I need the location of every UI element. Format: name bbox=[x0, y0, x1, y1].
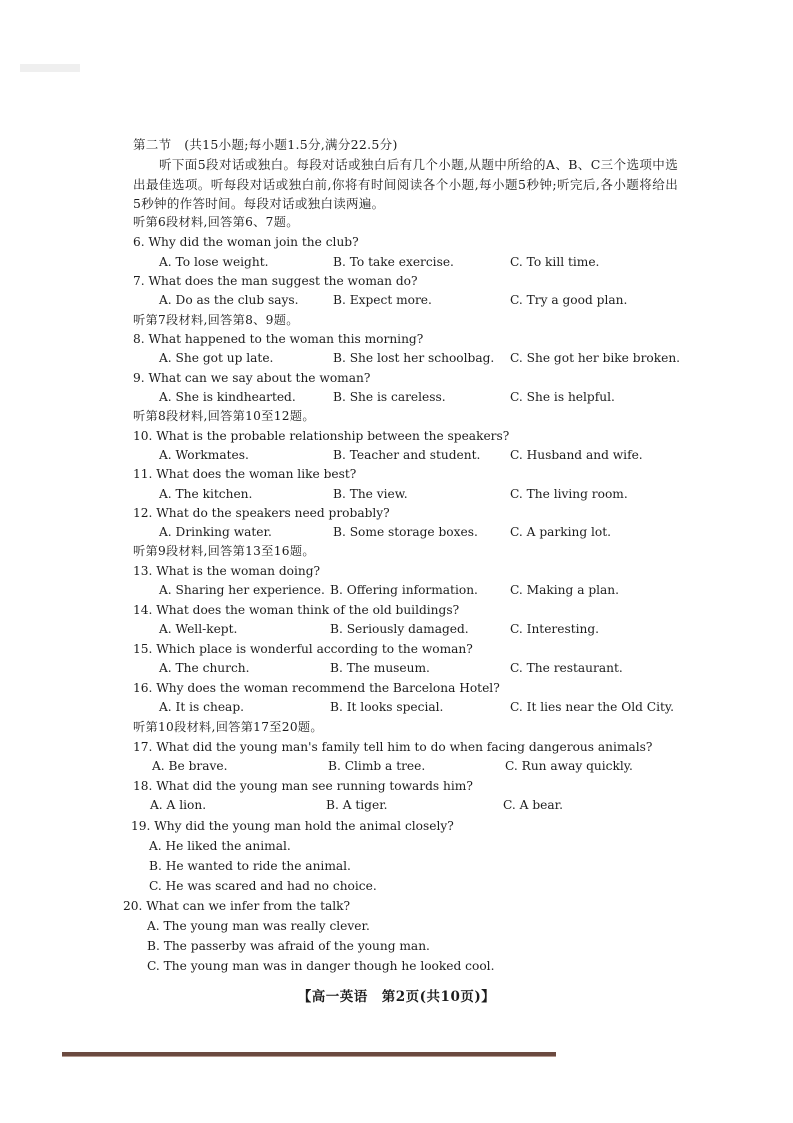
question-17: 17. What did the young man's family tell him to do when facing dangerous animals? bbox=[133, 740, 653, 754]
option-11a: A. The kitchen. bbox=[159, 487, 253, 501]
option-8c: C. She got her bike broken. bbox=[510, 351, 681, 365]
question-6: 6. Why did the woman join the club? bbox=[133, 235, 359, 249]
option-20b: B. The passerby was afraid of the young man. bbox=[147, 939, 430, 953]
question-10: 10. What is the probable relationship between the speakers? bbox=[133, 429, 510, 443]
scan-edge-shadow bbox=[62, 1056, 556, 1057]
question-20: 20. What can we infer from the talk? bbox=[123, 899, 351, 913]
option-16c: C. It lies near the Old City. bbox=[510, 700, 675, 714]
option-13b: B. Offering information. bbox=[330, 583, 478, 597]
option-11b: B. The view. bbox=[333, 487, 408, 501]
question-7: 7. What does the man suggest the woman do? bbox=[133, 274, 418, 288]
section-title: 第二节 (共15小题;每小题1.5分,满分22.5分) bbox=[133, 137, 398, 152]
option-15c: C. The restaurant. bbox=[510, 661, 623, 675]
option-20c: C. The young man was in danger though he looked cool. bbox=[147, 959, 495, 973]
option-10b: B. Teacher and student. bbox=[333, 448, 481, 462]
option-15a: A. The church. bbox=[159, 661, 250, 675]
option-20a: A. The young man was really clever. bbox=[147, 919, 370, 933]
question-16: 16. Why does the woman recommend the Barcelona Hotel? bbox=[133, 681, 500, 695]
option-18c: C. A bear. bbox=[503, 798, 563, 812]
option-15b: B. The museum. bbox=[330, 661, 430, 675]
option-14c: C. Interesting. bbox=[510, 622, 600, 636]
option-6a: A. To lose weight. bbox=[159, 255, 269, 269]
option-19b: B. He wanted to ride the animal. bbox=[149, 859, 351, 873]
option-10c: C. Husband and wife. bbox=[510, 448, 643, 462]
question-9: 9. What can we say about the woman? bbox=[133, 371, 371, 385]
group-heading-10: 听第10段材料,回答第17至20题。 bbox=[133, 720, 323, 734]
option-14a: A. Well-kept. bbox=[159, 622, 238, 636]
option-17c: C. Run away quickly. bbox=[505, 759, 633, 773]
option-18a: A. A lion. bbox=[150, 798, 207, 812]
question-8: 8. What happened to the woman this morning? bbox=[133, 332, 424, 346]
option-7c: C. Try a good plan. bbox=[510, 293, 628, 307]
section-instructions: 听下面5段对话或独白。每段对话或独白后有几个小题,从题中所给的A、B、C三个选项中选出最佳选项。听每段对话或独白前,你将有时间阅读各个小题,每小题5秒钟;听完后,各小题将给出5秒钟的作答时间。每段对话或独白读两遍。 bbox=[133, 157, 678, 211]
group-heading-7: 听第7段材料,回答第8、9题。 bbox=[133, 313, 299, 327]
option-17b: B. Climb a tree. bbox=[328, 759, 426, 773]
option-17a: A. Be brave. bbox=[152, 759, 228, 773]
option-8b: B. She lost her schoolbag. bbox=[333, 351, 495, 365]
option-9a: A. She is kindhearted. bbox=[159, 390, 296, 404]
question-13: 13. What is the woman doing? bbox=[133, 564, 321, 578]
page-footer: 【高一英语 第2页(共10页)】 bbox=[297, 989, 496, 1005]
option-7a: A. Do as the club says. bbox=[159, 293, 299, 307]
group-heading-8: 听第8段材料,回答第10至12题。 bbox=[133, 409, 315, 423]
option-16a: A. It is cheap. bbox=[159, 700, 244, 714]
option-11c: C. The living room. bbox=[510, 487, 628, 501]
question-14: 14. What does the woman think of the old buildings? bbox=[133, 603, 460, 617]
option-12b: B. Some storage boxes. bbox=[333, 525, 478, 539]
question-18: 18. What did the young man see running towards him? bbox=[133, 779, 473, 793]
option-13a: A. Sharing her experience. bbox=[159, 583, 325, 597]
option-19a: A. He liked the animal. bbox=[149, 839, 291, 853]
option-6c: C. To kill time. bbox=[510, 255, 600, 269]
option-14b: B. Seriously damaged. bbox=[330, 622, 469, 636]
question-15: 15. Which place is wonderful according to the woman? bbox=[133, 642, 473, 656]
option-10a: A. Workmates. bbox=[159, 448, 249, 462]
option-12c: C. A parking lot. bbox=[510, 525, 612, 539]
option-19c: C. He was scared and had no choice. bbox=[149, 879, 377, 893]
question-12: 12. What do the speakers need probably? bbox=[133, 506, 390, 520]
option-18b: B. A tiger. bbox=[326, 798, 388, 812]
option-7b: B. Expect more. bbox=[333, 293, 432, 307]
question-11: 11. What does the woman like best? bbox=[133, 467, 357, 481]
option-9c: C. She is helpful. bbox=[510, 390, 615, 404]
option-8a: A. She got up late. bbox=[159, 351, 274, 365]
option-12a: A. Drinking water. bbox=[159, 525, 272, 539]
question-19: 19. Why did the young man hold the animal closely? bbox=[131, 819, 454, 833]
group-heading-9: 听第9段材料,回答第13至16题。 bbox=[133, 544, 315, 558]
option-13c: C. Making a plan. bbox=[510, 583, 620, 597]
group-heading-6: 听第6段材料,回答第6、7题。 bbox=[133, 215, 299, 229]
option-6b: B. To take exercise. bbox=[333, 255, 454, 269]
option-16b: B. It looks special. bbox=[330, 700, 444, 714]
option-9b: B. She is careless. bbox=[333, 390, 446, 404]
scan-smudge bbox=[20, 64, 80, 72]
